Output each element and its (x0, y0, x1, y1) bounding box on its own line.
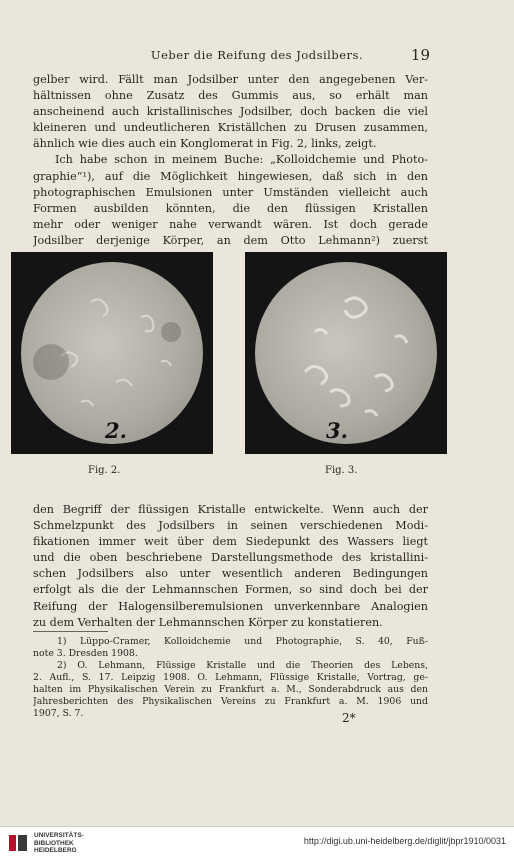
text-line: und die oben beschriebene Darstellungsmethode des kristallini- (33, 551, 428, 565)
digitization-footer (0, 826, 514, 860)
text-line: Reifung der Halogensilberemulsionen unverkennbare Analogien (33, 599, 428, 613)
footnotes (33, 636, 428, 720)
crystal-texture (21, 262, 203, 444)
text-line: anscheinend auch kristallinisches Jodsilber, doch backen die viel (33, 105, 428, 119)
text-line: erfolgt als die der Lehmannschen Formen, so sind doch bei der (33, 583, 428, 597)
source-url-link[interactable]: http://digi.ub.uni-heidelberg.de/diglit/jbpr1910/0031 (303, 836, 506, 846)
text-line: photographischen Emulsionen unter Umständen vielleicht auch (33, 185, 428, 199)
text-line: mehr oder weniger nahe verwandt wären. Ist doch gerade (33, 217, 428, 231)
figure-2-caption: Fig. 2. (88, 465, 121, 476)
footnote-line: note 3. Dresden 1908. (33, 648, 138, 659)
text-line: kleineren und undeutlicheren Kriställchen zu Drusen zusammen, (33, 121, 428, 135)
text-line: fikationen immer weit über dem Siedepunkt des Wassers liegt (33, 535, 428, 549)
page-number: 19 (410, 46, 430, 64)
text-line: zu dem Verhalten der Lehmannschen Körper zu konstatieren. (33, 615, 383, 629)
library-name (34, 832, 84, 855)
text-line: gelber wird. Fällt man Jodsilber unter den angegebenen Ver- (33, 73, 428, 86)
library-line-1: UNIVERSITÄTS- (34, 832, 84, 839)
text-line: hältnissen ohne Zusatz des Gummis aus, so erhält man (33, 89, 428, 103)
library-line-3: HEIDELBERG (34, 847, 77, 854)
figure-2-photomicrograph (11, 252, 213, 454)
page-header (0, 48, 514, 68)
text-line: Ich habe schon in meinem Buche: „Kolloidchemie und Photo- (55, 153, 428, 167)
text-line: den Begriff der flüssigen Kristalle entwickelte. Wenn auch der (33, 503, 428, 516)
university-library-logo-icon (6, 831, 30, 855)
paragraph-2 (33, 502, 428, 631)
figure-number-2: 2. (105, 418, 127, 443)
text-line: schen Jodsilbers also unter wesentlich anderen Bedingungen (33, 567, 428, 581)
text-line: Jodsilber derjenige Körper, an dem Otto Lehmann²) zuerst (33, 233, 428, 247)
microscope-field (21, 262, 203, 444)
footnote-line: 1907, S. 7. (33, 708, 84, 719)
footnote-line: 2) O. Lehmann, Flüssige Kristalle und die Theorien des Lebens, (57, 660, 428, 671)
footnote-line: Jahresberichten des Physikalischen Vereins zu Frankfurt a. M. 1906 und (33, 696, 428, 707)
text-line: graphie“¹), auf die Möglichkeit hingewiesen, daß sich in den (33, 169, 428, 183)
footnote-line: halten im Physikalischen Verein zu Frankfurt a. M., Sonderabdruck aus den (33, 684, 428, 695)
running-title: Ueber die Reifung des Jodsilbers. (150, 48, 364, 62)
figure-number-3: 3. (326, 418, 348, 443)
paragraph-1 (33, 72, 428, 249)
figure-3-photomicrograph (245, 252, 447, 454)
library-line-2: BIBLIOTHEK (34, 839, 74, 847)
text-line: Formen ausbilden könnten, die den flüssigen Kristallen (33, 201, 428, 215)
text-line: ähnlich wie dies auch ein Konglomerat in Fig. 2, links, zeigt. (33, 137, 377, 151)
text-line: Schmelzpunkt des Jodsilbers in seinen verschiedenen Modi- (33, 519, 428, 533)
microscope-field (255, 262, 437, 444)
footnote-line: 2. Aufl., S. 17. Leipzig 1908. O. Lehmann, Flüssige Kristalle, Vortrag, ge- (33, 672, 428, 683)
figure-3-caption: Fig. 3. (325, 465, 358, 476)
footnote-divider (33, 631, 108, 632)
footnote-line: 1) Lüppo-Cramer, Kolloidchemie und Photographie, S. 40, Fuß- (57, 636, 428, 647)
signature-mark: 2* (342, 711, 356, 725)
crystal-texture (255, 262, 437, 444)
